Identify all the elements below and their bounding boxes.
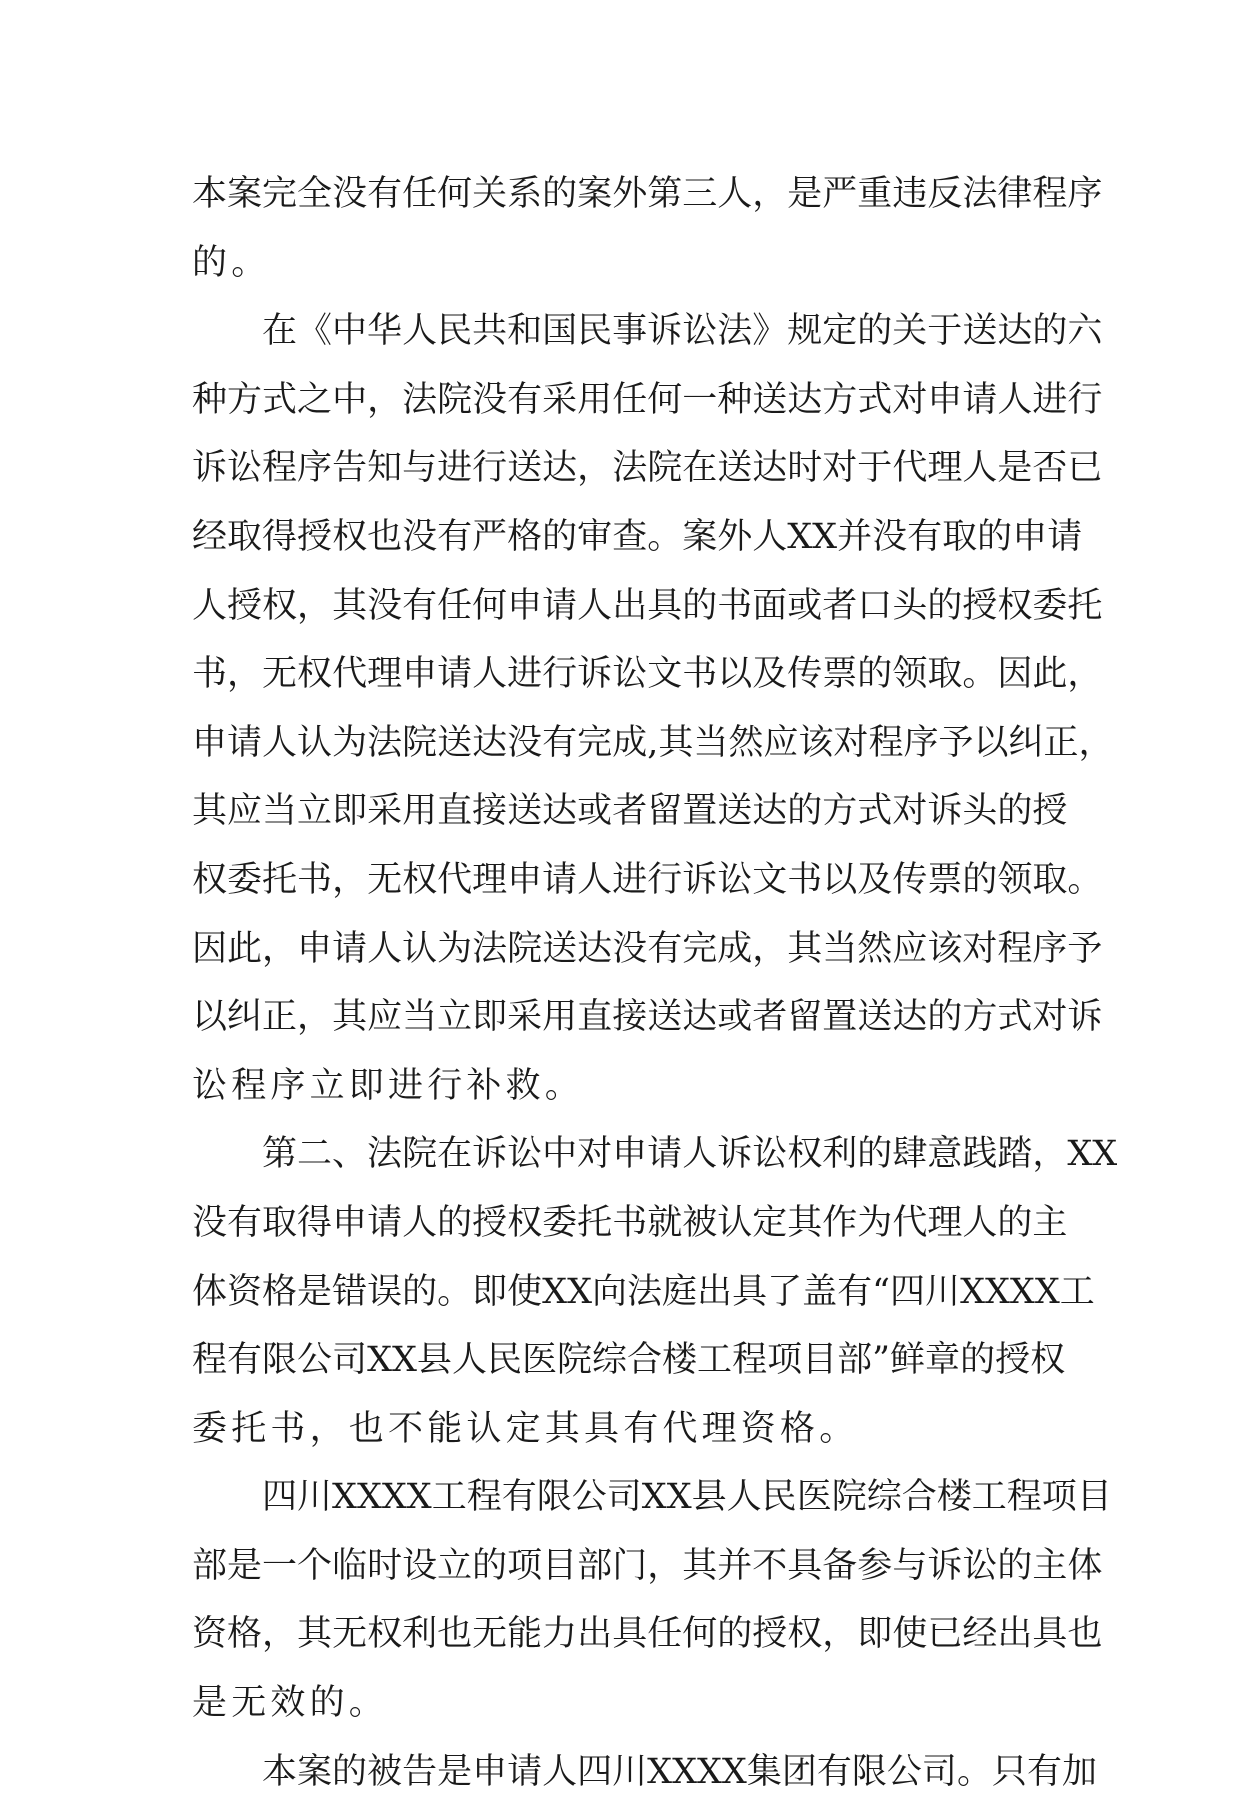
text-line: 四 川 XXXX 工 程 有 限 公 司 XX 县 人 民 医 院 综 合 楼 工 程 项 目 xyxy=(262,1477,1112,1518)
text-line: 书 ， 无 权 代 理 申 请 人 进 行 诉 讼 文 书 以 及 传 票 的 领 取 。 因 此 ， xyxy=(192,654,1103,695)
text-line: 资 格 ， 其 无 权 利 也 无 能 力 出 具 任 何 的 授 权 ， 即 使 已 经 出 具 也 xyxy=(192,1614,1103,1655)
text-line: 申 请 人 认 为 法 院 送 达 没 有 完 成 , 其 当 然 应 该 对 程 序 予 以 纠 正 ， xyxy=(192,722,1114,763)
text-line: 因 此 ， 申 请 人 认 为 法 院 送 达 没 有 完 成 ， 其 当 然 应 该 对 程 序 予 xyxy=(192,928,1103,969)
text-line: 委托书，也不能认定其具有代理资格。 xyxy=(192,1408,859,1449)
text-line: 诉 讼 程 序 告 知 与 进 行 送 达 ， 法 院 在 送 达 时 对 于 代 理 人 是 否 已 xyxy=(192,448,1103,489)
text-line: 经 取 得 授 权 也 没 有 严 格 的 审 查 。 案 外 人 XX 并 没 有 取 的 申 请 xyxy=(192,516,1083,557)
text-line: 的。 xyxy=(192,242,271,283)
text-line: 是无效的。 xyxy=(192,1683,389,1724)
text-line: 没 有 取 得 申 请 人 的 授 权 委 托 书 就 被 认 定 其 作 为 代 理 人 的 主 xyxy=(192,1202,1068,1243)
text-line: 第 二 、 法 院 在 诉 讼 中 对 申 请 人 诉 讼 权 利 的 肆 意 践 踏 ， XX xyxy=(262,1134,1118,1175)
document-body xyxy=(192,160,1118,1806)
text-line: 人 授 权 ， 其 没 有 任 何 申 请 人 出 具 的 书 面 或 者 口 头 的 授 权 委 托 xyxy=(192,585,1103,626)
text-line: 讼程序立即进行补救。 xyxy=(192,1065,585,1106)
text-line: 其 应 当 立 即 采 用 直 接 送 达 或 者 留 置 送 达 的 方 式 对 诉 头 的 授 xyxy=(192,791,1068,832)
text-line: 以 纠 正 ， 其 应 当 立 即 采 用 直 接 送 达 或 者 留 置 送 达 的 方 式 对 诉 xyxy=(192,997,1103,1038)
text-line: 权 委 托 书 ， 无 权 代 理 申 请 人 进 行 诉 讼 文 书 以 及 传 票 的 领 取 。 xyxy=(192,859,1103,900)
text-line: 程 有 限 公 司 XX 县 人 民 医 院 综 合 楼 工 程 项 目 部 ” 鲜 章 的 授 权 xyxy=(192,1340,1066,1381)
text-line: 体 资 格 是 错 误 的 。 即 使 XX 向 法 庭 出 具 了 盖 有 “ 四 川 XXXX 工 xyxy=(192,1271,1095,1312)
text-line: 种 方 式 之 中 ， 法 院 没 有 采 用 任 何 一 种 送 达 方 式 对 申 请 人 进 行 xyxy=(192,379,1103,420)
text-line: 部 是 一 个 临 时 设 立 的 项 目 部 门 ， 其 并 不 具 备 参 与 诉 讼 的 主 体 xyxy=(192,1545,1103,1586)
text-line: 本 案 完 全 没 有 任 何 关 系 的 案 外 第 三 人 ， 是 严 重 违 反 法 律 程 序 xyxy=(192,174,1103,214)
text-line: 本 案 的 被 告 是 申 请 人 四 川 XXXX 集 团 有 限 公 司 。 只 有 加 xyxy=(262,1751,1097,1792)
text-line: 在 《 中 华 人 民 共 和 国 民 事 诉 讼 法 》 规 定 的 关 于 送 达 的 六 xyxy=(262,311,1103,352)
